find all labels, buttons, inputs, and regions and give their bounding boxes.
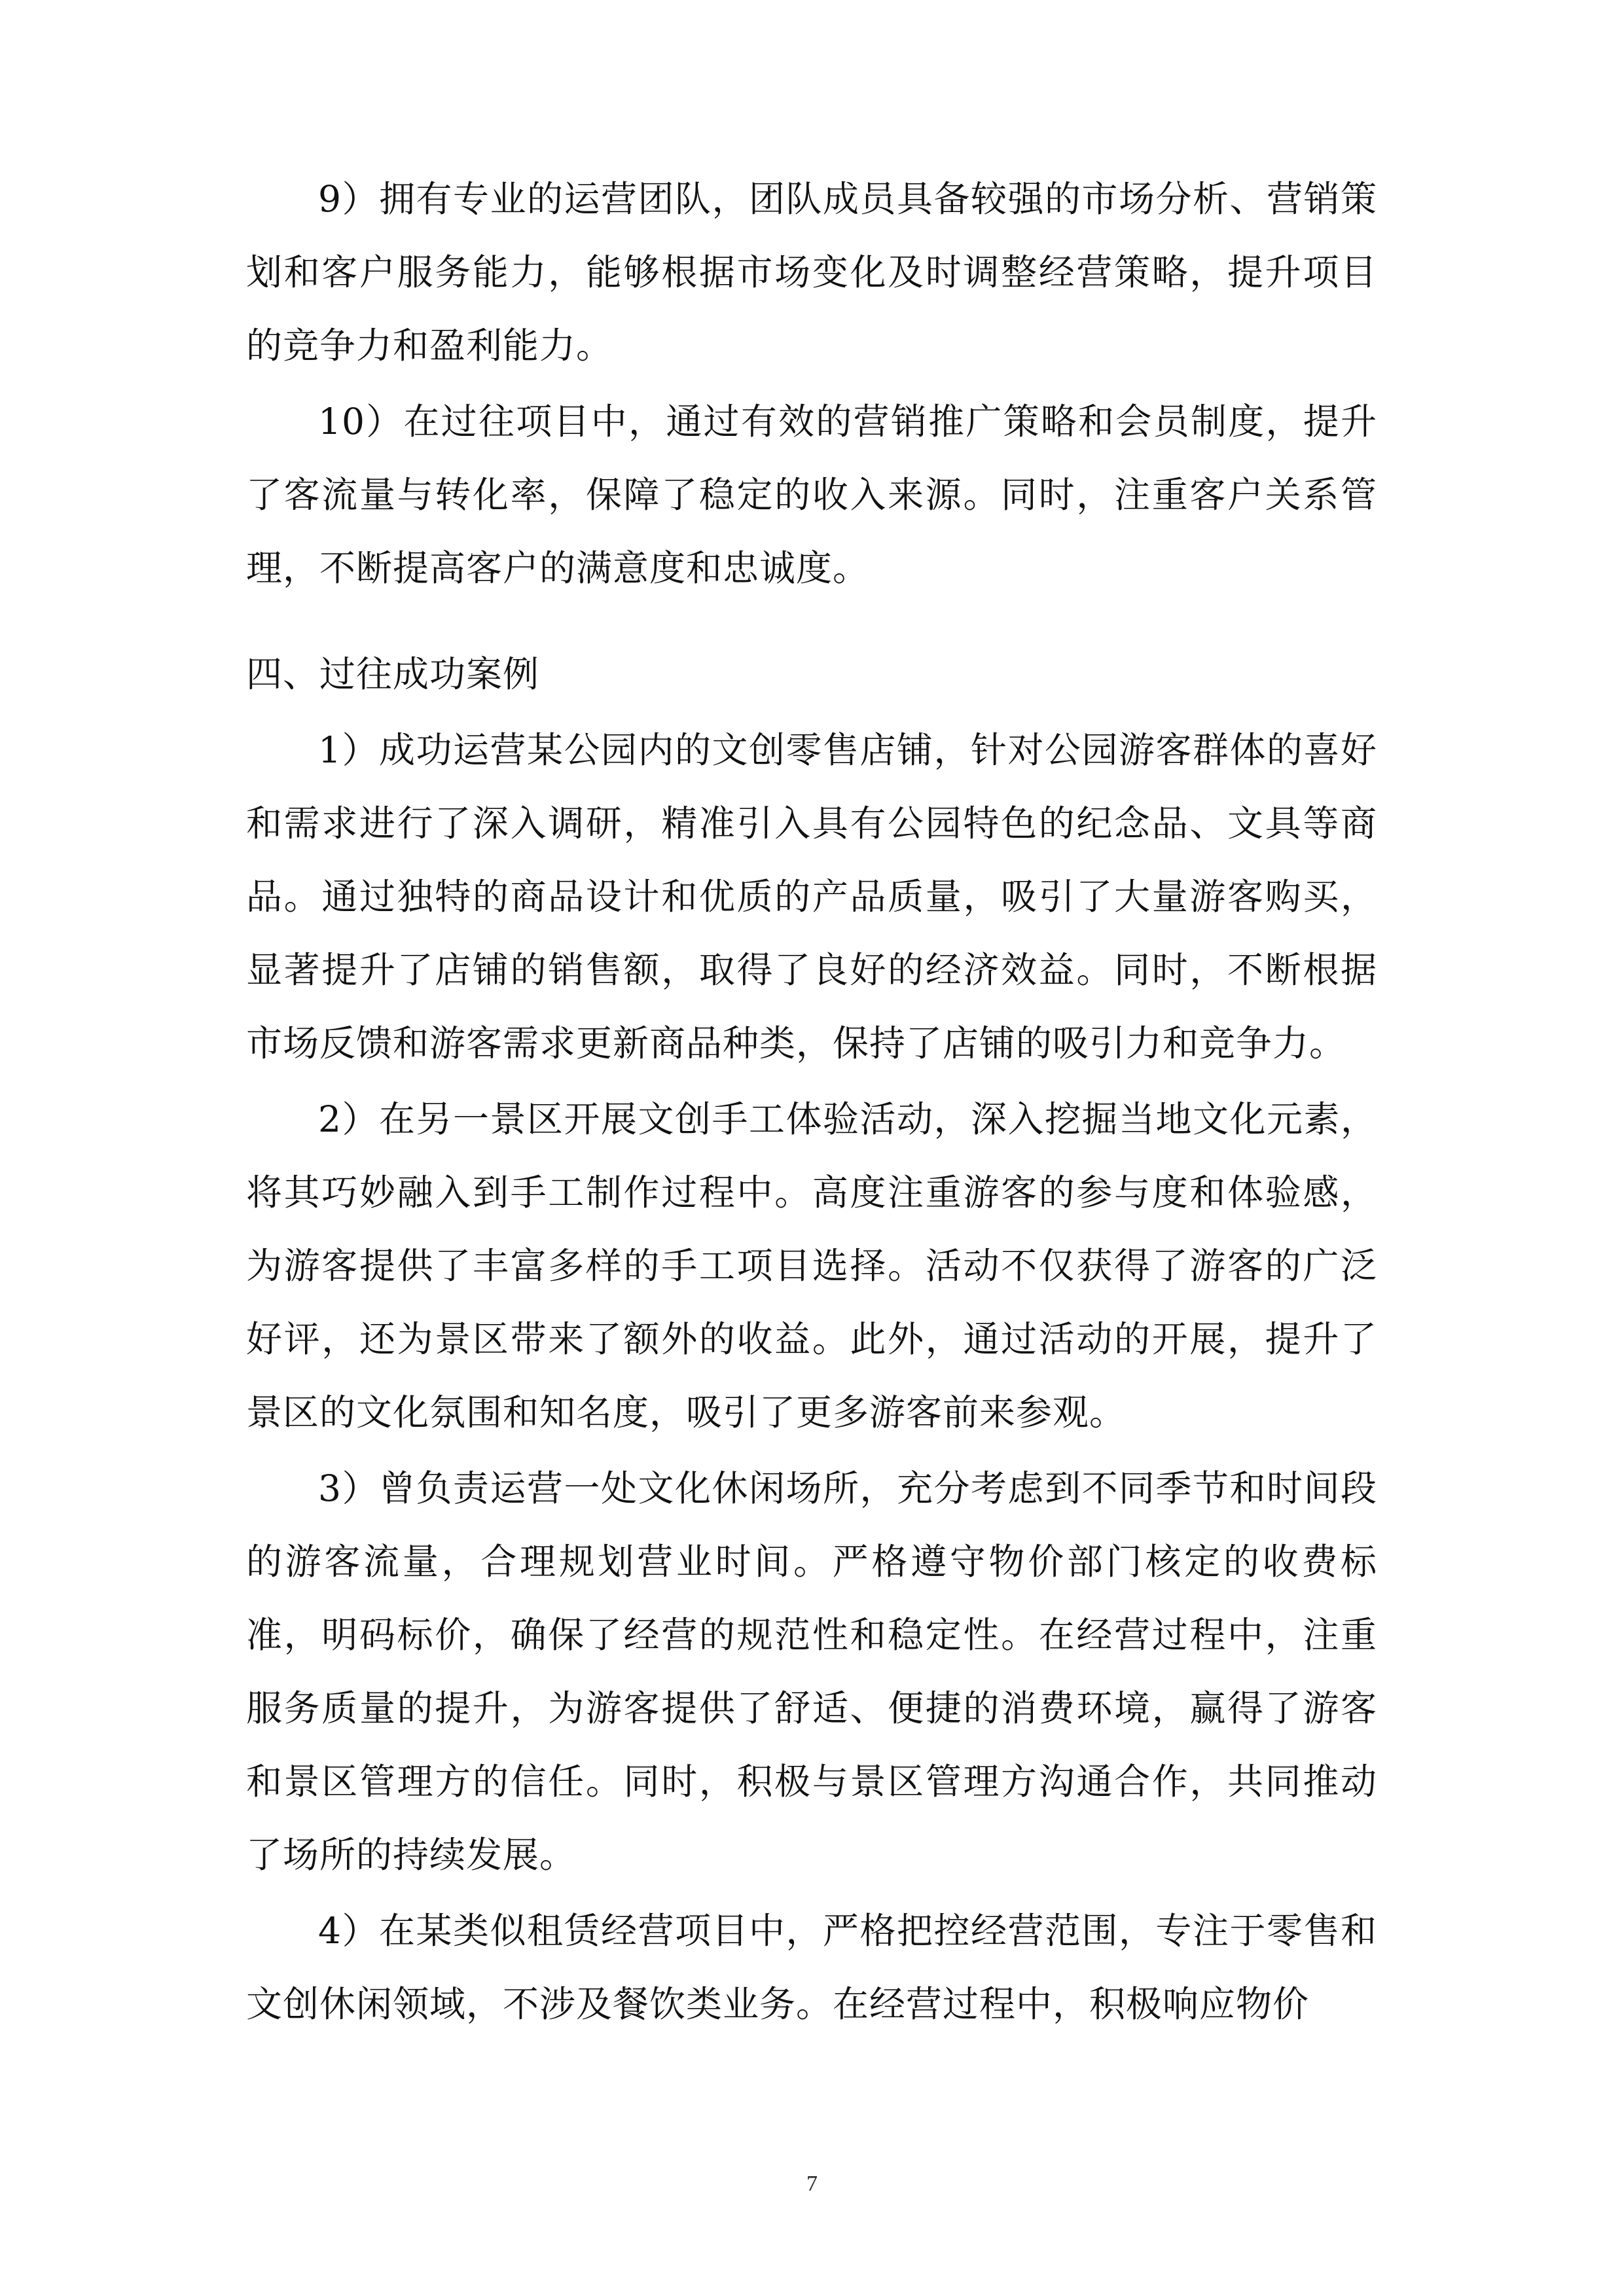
case-paragraph-2: 2）在另一景区开展文创手工体验活动，深入挖掘当地文化元素，将其巧妙融入到手工制作过程中。高度注重游客的参与度和体验感，为游客提供了丰富多样的手工项目选择。活动不仅获得了游客的广泛好评，还为景区带来了额外的收益。此外，通过活动的开展，提升了景区的文化氛围和知名度，吸引了更多游客前来参观。 xyxy=(246,1098,1377,1433)
paragraph-item-10: 10）在过往项目中，通过有效的营销推广策略和会员制度，提升了客流量与转化率，保障了稳定的收入来源。同时，注重客户关系管理，不断提高客户的满意度和忠诚度。 xyxy=(246,401,1377,589)
section-heading: 四、过往成功案例 xyxy=(246,653,540,695)
case-paragraph-1: 1）成功运营某公园内的文创零售店铺，针对公园游客群体的喜好和需求进行了深入调研，精准引入具有公园特色的纪念品、文具等商品。通过独特的商品设计和优质的产品质量，吸引了大量游客购买，显著提升了店铺的销售额，取得了良好的经济效益。同时，不断根据市场反馈和游客需求更新商品种类，保持了店铺的吸引力和竞争力。 xyxy=(246,729,1377,1064)
case-paragraph-3: 3）曾负责运营一处文化休闲场所，充分考虑到不同季节和时间段的游客流量，合理规划营业时间。严格遵守物价部门核定的收费标准，明码标价，确保了经营的规范性和稳定性。在经营过程中，注重服务质量的提升，为游客提供了舒适、便捷的消费环境，赢得了游客和景区管理方的信任。同时，积极与景区管理方沟通合作，共同推动了场所的持续发展。 xyxy=(246,1467,1377,1876)
document-body xyxy=(246,162,1377,2043)
paragraph-item-9: 9）拥有专业的运营团队，团队成员具备较强的市场分析、营销策划和客户服务能力，能够根据市场变化及时调整经营策略，提升项目的竞争力和盈利能力。 xyxy=(246,178,1377,367)
case-paragraph-4: 4）在某类似租赁经营项目中，严格把控经营范围，专注于零售和文创休闲领域，不涉及餐饮类业务。在经营过程中，积极响应物价 xyxy=(246,1910,1377,2025)
page-number: 7 xyxy=(806,2172,818,2196)
